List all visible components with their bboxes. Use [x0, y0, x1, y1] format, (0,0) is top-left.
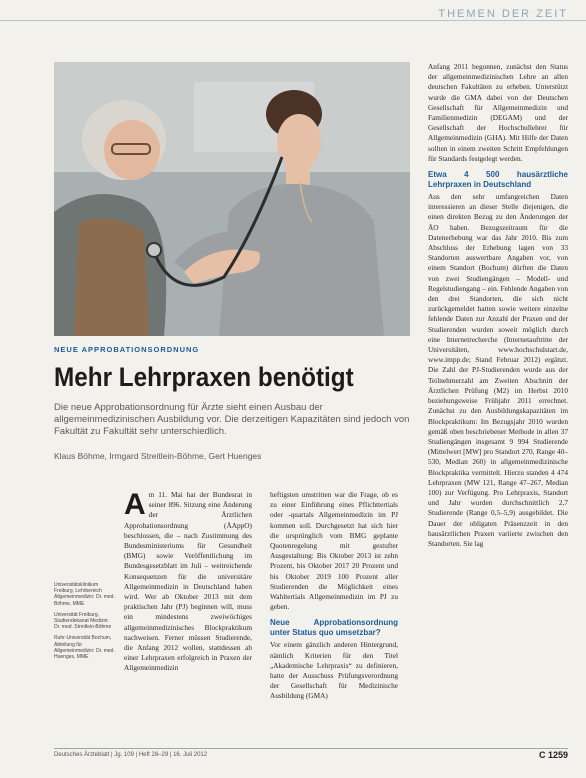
doctor-patient-illustration [54, 62, 410, 336]
drop-cap: A [124, 488, 146, 521]
article-photo [54, 62, 410, 336]
body-subheading: Neue Approbationsordnung unter Status quo umsetzbar? [270, 618, 398, 638]
body-column-2 [270, 490, 398, 702]
right-subheading: Etwa 4 500 hausärztliche Lehrpraxen in Deutschland [428, 170, 568, 190]
body-paragraph-2: heftigsten umstritten war die Frage, ob es zu einer Einführung eines Pflichttertials oder -quartals Allgemeinmedizin im PJ kommen soll. Durchgesetzt hat sich hier die ursprünglich vom BMG geplante Quotenregelung mit gestufter Ausgestaltung: Bis Oktober 2013 ist zehn Prozent, bis Oktober 2017 20 Prozent und bis Oktober 2019 100 Prozent aller Studierenden die Möglichkeit eines Wahltertials Allgemeinmedizin im PJ zu geben. [270, 490, 398, 612]
body-column-1 [124, 490, 252, 674]
section-rubric: THEMEN DER ZEIT [438, 8, 568, 20]
article-authors: Klaus Böhme, Irmgard Streitlein-Böhme, Gert Huenges [54, 451, 262, 461]
author-affiliations [54, 582, 116, 665]
article-kicker: NEUE APPROBATIONSORDNUNG [54, 345, 200, 354]
article-lead: Die neue Approbationsordnung für Ärzte sieht einen Ausbau der allgemeinmedizinischen Ausbildung vor. Die derzeitigen Kapazitäten sind jedoch von Fakultät zu Fakultät sehr unterschiedlich. [54, 402, 410, 437]
rubric-divider [0, 20, 586, 21]
body-paragraph-1: m 11. Mai hat der Bundesrat in seiner 896. Sitzung eine Änderung der Ärztlichen Approbationsordnung (ÄAppO) beschlossen, die – nach Zustimmung des Bundesministeriums für Gesundheit (BMG) sowie Veröffentlichung im Bundesgesetzblatt im Juli – weitreichende Konsequenzen für die universitäre Allgemeinmedizin in Deutschland haben wird. Wer ab Oktober 2013 mit dem praktischen Jahr (PJ) beginnen will, muss ein mindestens zweiwöchiges allgemeinmedizinisches Blockpraktikum nachweisen. Ferner müssen Studierende, die Anfang 2012 wollen, stattdessen ab einer Lehrpraxen erfolgreich in Praxen der Allgemeinmedizin [124, 490, 252, 673]
right-paragraph-1: Anfang 2011 begonnen, zunächst den Status der allgemeinmedizinischen Lehre an allen deutschen Fakultäten zu erheben. Unterstützt wurde die GMA dabei von der Deutschen Gesellschaft für Allgemeinmedizin und Familienmedizin (DEGAM) und der Gesellschaft der Hochschullehrer für Allgemeinmedizin (GHA). Mit Hilfe der Daten sollten in einem zweiten Schritt Empfehlungen für Standards festgelegt werden. [428, 62, 568, 163]
page-number: C 1259 [538, 750, 568, 760]
article-title: Mehr Lehrpraxen benötigt [54, 362, 354, 392]
footer-divider [54, 748, 568, 749]
affiliation-3: Ruhr-Universität Bochum, Abteilung für Allgemeinmedizin: Dr. med. Huenges, MME [54, 635, 115, 661]
right-paragraph-2: Aus den sehr umfangreichen Daten interessieren an dieser Stelle diejenigen, die einen direkten Bezug zu den Änderungen der ÄO haben. Bezugszeitraum für die Datenerhebung war das Jahr 2010. Bis zum Abschluss der Erhebung lagen von 33 Standorten auswertbare Angaben vor, von einem Standort (Bochum) dürften die Daten von zwei Studiengängen – Modell- und Regelstudiengang – ein. Fehlende Angaben von den drei Standorten, die sich nicht zurückgemeldet hatten sowie weitere einzelne fehlende Daten zur Anzahl der Praxen und der Studierenden wurden soweit möglich durch eine Internetrecherche (Internetauftritte der Universitäten, www.hochschulstart.de, www.impp.de; Stand Februar 2012) ergänzt. Die Zahl der PJ-Studierenden wurde aus der Teilnehmerzahl am Zweiten Abschnitt der Ärztlichen Prüfung (M2) im Herbst 2010 beziehungsweise Frühjahr 2011 errechnet. Zunächst zu den Ausbildungskapazitäten im Blockpraktikum: Im Bezugsjahr 2010 wurden gemäß oben beschriebener Methode in allen 37 Studiengängen insgesamt 9 994 Studierende (Mittelwert [MW] pro Standort 270, Range 40–530, Median 260) in allgemeinmedizinische Blockpraktika vermittelt. Hierzu standen 4 474 Lehrpraxen (MW 121, Range 47–267, Median 100) zur Verfügung. Pro Lehrpraxis, Standort und Jahr wurden durchschnittlich 2,7 Studierende (Range 0,5–5,9) ausgebildet. Die Dauer der obligaten Präsenzzeit in den hausärztlichen Praxen variierte zwischen den Standorten. Sie lag [428, 192, 568, 548]
affiliation-1: Universitätsklinikum Freiburg, Lehrbereich Allgemeinmedizin: Dr. med. Böhme, MME [54, 582, 115, 607]
right-column-text [428, 62, 568, 549]
body-paragraph-3: Vor einem gänzlich anderen Hintergrund, nämlich Kriterien für den Titel „Akademische Lehrpraxis“ zu definieren, hatte der Ausschuss Prüfungsverordnung der Gesellschaft für Medizinische Ausbildung (GMA) [270, 640, 398, 701]
affiliation-2: Universität Freiburg, Studiendekanat Medizin: Dr. med. Streitlein-Böhme [54, 611, 112, 631]
journal-footer: Deutsches Ärzteblatt | Jg. 109 | Heft 28–29 | 16. Juli 2012 [54, 752, 208, 758]
